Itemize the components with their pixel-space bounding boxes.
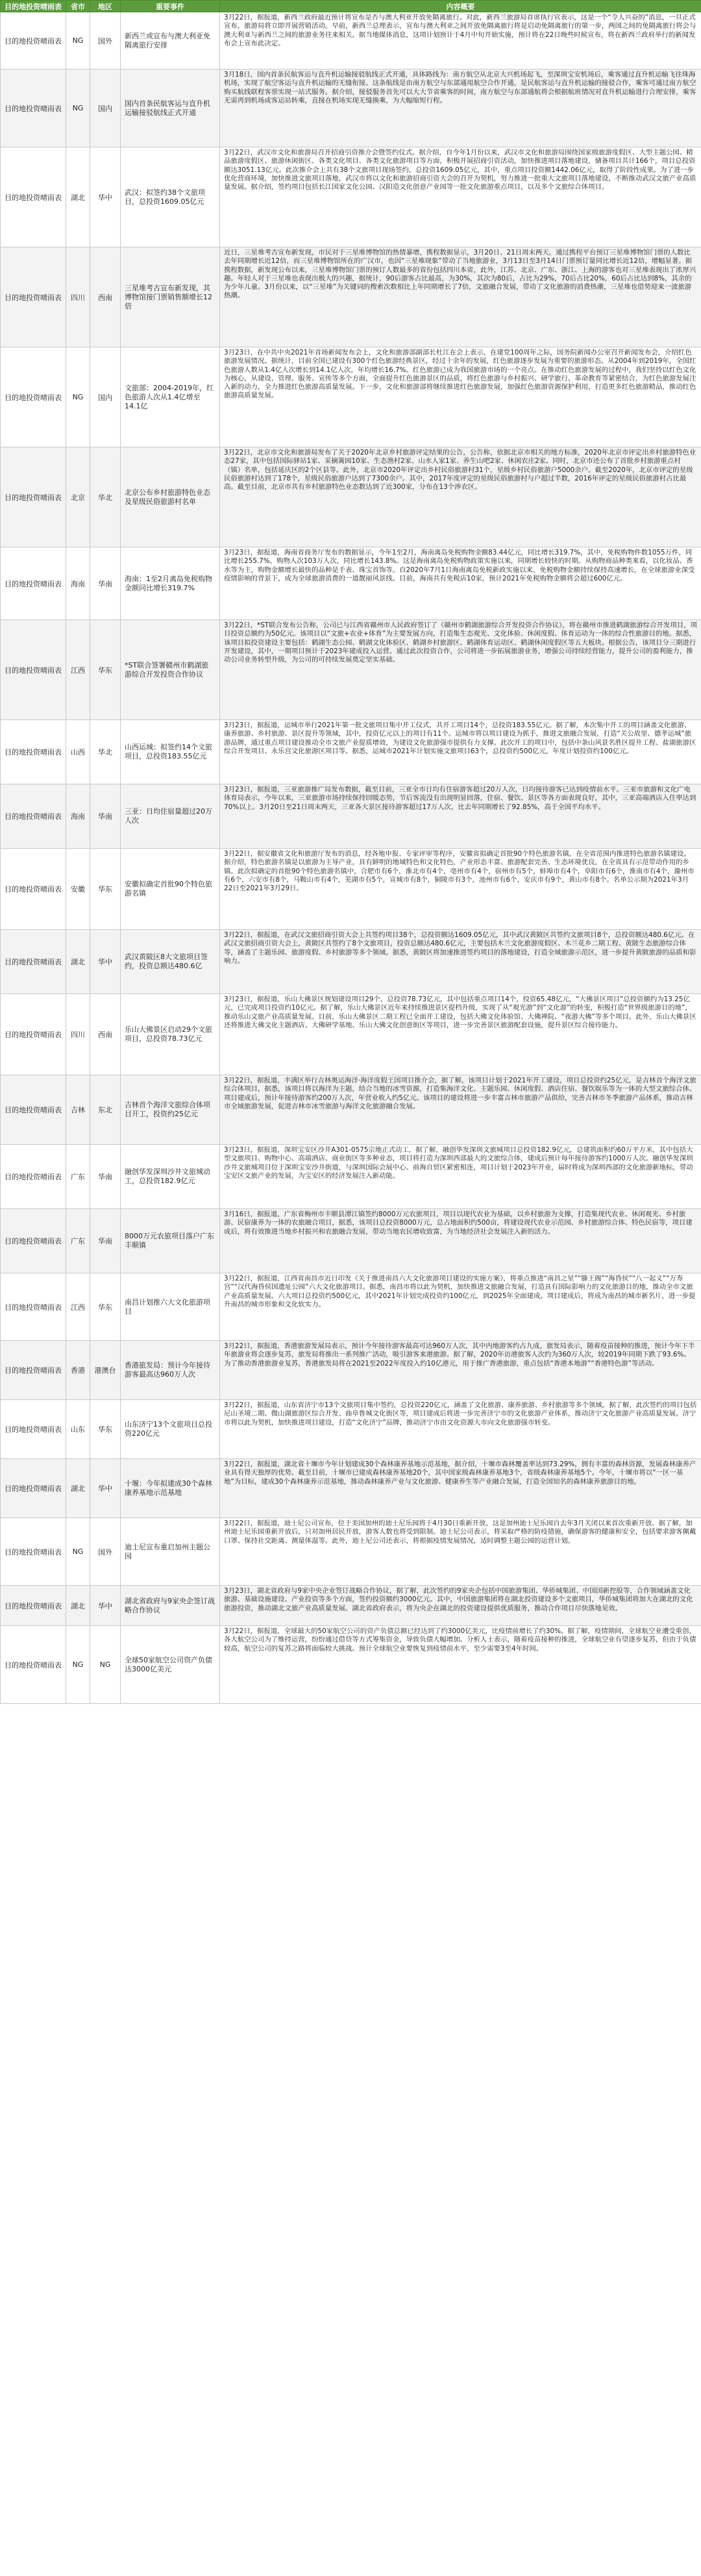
province-cell: 安徽 <box>66 849 90 930</box>
summary-cell: 3月22日，据安徽省文化和旅游厅发布的消息，经各地申报、专家评审等程序，安徽省拟确定首批90个特色旅游名镇，在全省范围内推进特色旅游名镇建设。据介绍，特色旅游名镇是以旅游为主导产业，具有鲜明的地域特色和文化特色，产业形态丰富、旅游配套完善、生态环境优良，在全省具有示范带动作用的乡镇。此次拟确定的首批90个特色旅游名镇中，合肥市有6个，淮北市有4个，亳州市有4个，宿州市有5个，蚌埠市有4个，阜阳市有6个，淮南市有4个，滁州市有6个，六安市有8个，马鞍山市有4个，芜湖市有5个，宣城市有8个，铜陵市有3个，池州市有6个，安庆市有9个，黄山市有8个。名单公示期为2021年3月22日至2021年3月29日。 <box>220 849 701 930</box>
category-cell: 目的地投资晴雨表 <box>1 1145 66 1209</box>
category-cell: 目的地投资晴雨表 <box>1 247 66 347</box>
column-header-event: 重要事件 <box>121 1 220 12</box>
region-cell: 华北 <box>90 447 121 547</box>
table-row <box>1 1209 701 1273</box>
summary-cell: 3月23日，在中共中央2021年首场新闻发布会上，文化和旅游部副部长杜江在会上表示，在建党100周年之际，国务院新闻办公室召开新闻发布会，介绍红色旅游发展情况。据统计，目前全国已建设有300个红色旅游经典景区，经过十余年的发展，红色旅游逐步发展为重要的旅游形态。从2004年到2019年，全国红色旅游人数从1.4亿人次增长到14.1亿人次，年均增长16.7%。红色旅游已成为我国旅游市场的一个亮点。在推动红色旅游发展的过程中，我们坚持以红色文化为核心，从建设、管理、服务、宣传等多个方面，全面提升红色旅游景区的品质，将红色旅游与乡村振兴、研学旅行、革命教育等紧密结合，为红色旅游发展注入新的动力，全力推进红色旅游高质量发展。下一步，文化和旅游部将继续推进红色旅游发展，加强红色旅游资源保护利用，打造更多红色旅游精品，推动红色旅游高质量发展。 <box>220 347 701 447</box>
table-row <box>1 1145 701 1209</box>
table-row <box>1 994 701 1075</box>
summary-cell: 3月22日，据报道，湖北省十堰市今年计划建成30个森林康养基地示范基地，据介绍，十堰市森林覆盖率达到73.29%，拥有丰富的森林资源，发展森林康养产业具有得天独厚的优势。截至目前，十堰市已建成森林康养基地20个，其中国家级森林康养基地3个，省级森林康养基地5个。今年，十堰市将以“一区一基地”为目标，建成30个森林康养示范基地，推动森林康养产业与文化旅游、健康养生等产业融合发展，打造全国知名的森林康养旅游目的地。 <box>220 1459 701 1518</box>
summary-cell: 3月23日，据报道，运城市举行2021年第一批文旅项目集中开工仪式，共开工项目14个，总投资183.55亿元。据了解，本次集中开工的项目涵盖文化旅游、康养旅游、乡村旅游、景区提升等领域，其中，投资亿元以上的项目有11个。运城市将以项目建设为抓手，推进文旅融合发展，打造“关公故里、德孝运城”旅游品牌，通过重点项目建设推动全市文旅产业提质增效，为建设文化旅游强市提供有力支撑。此次开工的项目中，包括中条山风景名胜区提升工程、盐湖旅游区综合开发项目、永乐宫文化旅游区项目等。据悉，运城市2021年计划实施文旅项目63个，总投资约500亿元，年度计划投资约100亿元。 <box>220 720 701 784</box>
event-cell: 安徽拟确定首批90个特色旅游名镇 <box>121 849 220 930</box>
table-row <box>1 1586 701 1626</box>
summary-cell: 3月23日，据报道，海南省商务厅发布的数据显示，今年1至2月，海南离岛免税购物金额83.44亿元，同比增长319.7%，其中，免税购物件数1055万件，同比增长255.7%，购物人次103万人次，同比增长143.8%。这是海南离岛免税购物政策实施以来，同期增长较快的时期。从购物商品种类来看，以化妆品、香水等为主，购物金额增长最快的品种是手表、珠宝首饰等。自2020年7月1日海南离岛免税新政实施以来，免税购物金额持续保持高速增长，在全球旅游业深受疫情影响的背景下，成为全球旅游消费的一道靓丽风景线。目前，海南共有免税店10家，预计2021年免税购物金额将会超过600亿元。 <box>220 547 701 620</box>
event-cell: 海南：1至2月离岛免税购物金额同比增长319.7% <box>121 547 220 620</box>
category-cell: 目的地投资晴雨表 <box>1 547 66 620</box>
category-cell: 目的地投资晴雨表 <box>1 1400 66 1459</box>
summary-cell: 3月16日，据报道，广东省梅州市丰顺县潭江镇签约8000万元农旅项目，项目以现代农业为基础，以乡村旅游为支撑，打造集现代农业、休闲观光、乡村旅游、民宿康养为一体的农旅融合项目，据悉，该项目总投资8000万元，总占地面积约500亩，将建设现代农业示范园、乡村旅游综合体、特色民宿等，项目建成后，将有效推进当地乡村振兴和农旅融合发展，带动当地农民增收致富，为当地经济社会发展注入新的活力。 <box>220 1209 701 1273</box>
summary-cell: 3月22日，北京市文化和旅游局发布了关于2020年北京乡村旅游评定结果的公告，公告称，依据北京市相关的地方标准，2020年北京市评定出乡村旅游特色业态27家，其中包括国际驿站1家、采摘篱园10家、生态渔村2家、山水人家1家、养生山吧2家、休闲农庄2家。同时，北京市还公布了首批乡村旅游重点村（镇）名单，包括延庆区的2个区县等。此外，北京市2020年评定出乡村民俗旅游村31个，星级乡村民俗旅游户5000余户。截至2020年，北京市评定的星级民俗旅游村达到了178个，星级民俗旅游户达到了7300余户。其中，2017年度评定的星级民俗旅游村与户超过半数，2016年评定的星级民俗旅游村占比最高。截至目前，北京市共有乡村旅游特色业态数达到了近300家，分布在13个涉农区。 <box>220 447 701 547</box>
summary-cell: 3月23日，据报道，乐山大佛景区规划建设项目29个，总投资78.73亿元，其中包括重点项目14个，投资65.48亿元，“大佛景区项目”总投资额约为13.25亿元，已完成项目投资约10亿元。据了解，乐山大佛景区近年来持续推进景区提档升级，实现了从“观光游”到“文化游”的转变，积极打造“世界级旅游目的地”，推动乐山文旅产业高质量发展。目前，乐山大佛景区二期工程已全面开工建设，包括大佛文化体验馆、大佛禅院、“夜游大佛”等多个项目。此外，乐山大佛景区还将推进大佛文化主题酒店、大佛研学基地、乐山大佛文化创意街区等项目，进一步完善景区旅游配套设施，提升景区综合接待能力。 <box>220 994 701 1075</box>
summary-cell: 3月22日，据报道，新西兰政府最近预计将宣布是否与澳大利亚开放免隔离旅行。对此，新西兰旅游局首席执行官表示，这是一个“令人兴奋的”消息，一旦正式宣布，旅游局将立即开展营销活动。早前，新西兰总理表示，宣布与澳大利亚之间开放免隔离旅行将是启动免隔离旅行的第一步，两国之间的免隔离旅行将会与澳大利亚与新西兰之间的旅游业务往来相关。据当地媒体消息，这项计划预计于4月中旬开始实施，预计将在22日晚些时候宣布，将在新西兰政府举行的新闻发布会上宣布此决定。 <box>220 12 701 69</box>
province-cell: 香港 <box>66 1341 90 1400</box>
category-cell: 目的地投资晴雨表 <box>1 1586 66 1626</box>
table-row <box>1 69 701 147</box>
event-cell: 武汉黄陂区8大文旅项目签约，投资总额达480.6亿 <box>121 930 220 994</box>
region-cell: 华中 <box>90 930 121 994</box>
region-cell: 国外 <box>90 1518 121 1586</box>
table-row <box>1 1459 701 1518</box>
region-cell: 华中 <box>90 1586 121 1626</box>
region-cell: 华南 <box>90 784 121 849</box>
region-cell: 国内 <box>90 347 121 447</box>
region-cell: 华南 <box>90 1145 121 1209</box>
event-cell: 全球50家航空公司资产负债达3000亿美元 <box>121 1626 220 1704</box>
category-cell: 目的地投资晴雨表 <box>1 849 66 930</box>
table-row <box>1 784 701 849</box>
summary-cell: 3月22日，据报道，在武汉文旅招商引资大会上共签约项目38个，总投资额达1609.05亿元，其中武汉黄陂区共签约文旅项目8个，总投资额达480.6亿元。在武汉文旅招商引资大会上，黄陂区共签约了8个文旅项目，投资总额达480.6亿元，主要包括木兰文化旅游度假区、木兰花乡二期工程、黄陂生态旅游综合体等，涵盖了主题乐园、旅游度假、乡村旅游等多个领域。据悉，黄陂区将加速推进签约项目的落地建设，打造全域旅游示范区，进一步提升黄陂旅游的品质和影响力。 <box>220 930 701 994</box>
event-cell: 文旅部：2004-2019年，红色旅游人次从1.4亿增至14.1亿 <box>121 347 220 447</box>
category-cell: 目的地投资晴雨表 <box>1 930 66 994</box>
table-row <box>1 1518 701 1586</box>
region-cell: 华中 <box>90 1459 121 1518</box>
province-cell: 湖北 <box>66 147 90 247</box>
summary-cell: 3月22日，据报道，迪士尼公司宣布，位于美国加州的迪士尼乐园将于4月30日重新开放，这是加州迪士尼乐园自去年3月关闭以来首次重新开放。据了解，加州迪士尼乐园重新开放后，只对加州居民开放，游客人数也将受到限制。迪士尼公司表示，将采取严格的防疫措施，确保游客的健康和安全，包括要求游客佩戴口罩、保持社交距离、测量体温等。此外，迪士尼公司还表示，将根据疫情发展情况，适时调整主题公园的运营计划。 <box>220 1518 701 1586</box>
event-cell: 南昌计划推六大文化旅游项目 <box>121 1273 220 1341</box>
category-cell: 目的地投资晴雨表 <box>1 69 66 147</box>
column-header-summary: 内容概要 <box>220 1 701 12</box>
region-cell: 西南 <box>90 247 121 347</box>
province-cell: NG <box>66 347 90 447</box>
event-cell: 8000万元农旅项目落户广东丰顺镇 <box>121 1209 220 1273</box>
table-row <box>1 620 701 720</box>
region-cell: 华东 <box>90 849 121 930</box>
event-cell: 新西兰或宣布与澳大利亚免隔离旅行安排 <box>121 12 220 69</box>
category-cell: 目的地投资晴雨表 <box>1 1341 66 1400</box>
category-cell: 目的地投资晴雨表 <box>1 1518 66 1586</box>
category-cell: 目的地投资晴雨表 <box>1 347 66 447</box>
province-cell: 北京 <box>66 447 90 547</box>
region-cell: 华东 <box>90 1400 121 1459</box>
summary-cell: 3月23日，据报道，三亚旅游推广局发布数据，截至目前，三亚全市日均有住宿游客超过20万人次，日均接待游客已达到疫情前水平。三亚市旅游和文化广电体育局表示，今年以来，三亚旅游市场持续保持回暖态势，节后客流没有出现明显回落，住宿、餐饮、景区等各方面表现良好，其中，三亚高端酒店入住率达到70%以上。3月20日至21日周末两天，三亚各大景区接待游客超过17万人次，比去年同期增长了92.85%，高于全国平均水平。 <box>220 784 701 849</box>
event-cell: 迪士尼宣布重启加州主题公园 <box>121 1518 220 1586</box>
event-cell: 山东济宁13个文旅项目总投资220亿元 <box>121 1400 220 1459</box>
region-cell: 华东 <box>90 620 121 720</box>
region-cell: 国内 <box>90 69 121 147</box>
region-cell: 华北 <box>90 720 121 784</box>
event-cell: 湖北省政府与9家央企签订战略合作协议 <box>121 1586 220 1626</box>
column-header-region: 地区 <box>90 1 121 12</box>
category-cell: 目的地投资晴雨表 <box>1 147 66 247</box>
table-row <box>1 447 701 547</box>
category-cell: 目的地投资晴雨表 <box>1 1459 66 1518</box>
table-row <box>1 247 701 347</box>
summary-cell: 3月22日，*ST联合发布公告称，公司已与江西省赣州市人民政府签订了《赣州市鹤湖旅游综合开发投资合作协议》，将在赣州市推进鹤湖旅游综合开发项目，项目投资总额约为50亿元。该项目以“文旅+农业+体育”为主要发展方向，打造集生态观光、文化体验、休闲度假、体育运动为一体的综合性旅游目的地。据悉，该项目拟投资建设主要包括：鹤湖生态公园、鹤湖文化体验区、鹤湖乡村旅游区、鹤湖体育运动区、鹤湖休闲度假区等五大板块。根据公告，该项目分三期进行开发建设，其中，一期项目预计于2023年建成投入运营。通过此次投资合作，公司将进一步拓展旅游业务，增强公司持续经营能力，提升公司的盈利能力，推动公司业务转型升级，为公司的可持续发展奠定坚实基础。 <box>220 620 701 720</box>
province-cell: NG <box>66 1626 90 1704</box>
column-header-province: 省市 <box>66 1 90 12</box>
table-row <box>1 1400 701 1459</box>
summary-cell: 3月23日，据报道，深圳宝安区沙井A301-0575宗地正式动工，据了解，融创华发深圳文旅城项目总投资182.9亿元，总建筑面积约60万平方米，其中包括大型文旅项目、购物中心、高端酒店、商业街区等多种业态，项目将打造为深圳西部最大的文旅综合体，建成后预计每年接待游客约1000万人次。融创华发深圳沙井文旅城项目位于深圳宝安沙井街道，与深圳国际会展中心、前海自贸区紧密相连，项目计划于2023年开业，届时将成为深圳西部的文化旅游新地标，带动宝安区文旅产业的发展，为宝安区的经济发展注入新动能。 <box>220 1145 701 1209</box>
province-cell: 四川 <box>66 247 90 347</box>
region-cell: NG <box>90 1626 121 1704</box>
region-cell: 西南 <box>90 994 121 1075</box>
summary-cell: 3月18日，国内首条民航客运与直升机运输接驳航线正式开通，具体路线为：南方航空从北京大兴机场起飞，至深圳宝安机场后，乘客通过直升机运输飞往珠海机场，实现了航空客运与直升机运输的无缝衔接。这条航线是由南方航空与东部通用航空合作开通，是民航客运与直升机运输的接驳合作，乘客可通过南方航空购买航线联程客票实现一站式服务。据介绍，接驳服务首先可以大大节省乘客的时间，南方航空与东部通航将会根据航班情况对直升机运输进行合理安排，乘客无需再到机场或客运站转乘，直接在机场实现无缝换乘，为大幅缩短行程。 <box>220 69 701 147</box>
summary-cell: 3月22日，武汉市文化和旅游局召开招商引资推介会暨签约仪式。据介绍，自今年1月份以来，武汉市文化和旅游局围绕国家级旅游度假区、大型主题公园、精品旅游度假区、旅游休闲街区、各类文化项目、各类文化旅游项目等方面，积极开展招商引资活动，加快推进项目落地建设，储备项目共计166个，项目总投资额达3051.13亿元。此次推介会上共有38个文旅项目现场签约，总投资1609.05亿元，其中，重点项目投资额1442.06亿元，取得了阶段性成果。为了进一步优化营商环境，加快推进文旅项目落地，武汉市将以文化和旅游招商引资大会的召开为契机，努力推进一批重大文旅项目落地建设，不断推动武汉文旅产业高质量发展。据介绍，签约项目包括长江国家文化公园、汉阳造文化创意产业园等一批文化旅游重点项目，以及多个文旅综合体项目。 <box>220 147 701 247</box>
table-row <box>1 1273 701 1341</box>
summary-cell: 3月23日，湖北省政府与9家中央企业签订战略合作协议，据了解，此次签约的9家央企包括中国旅游集团、华侨城集团、中国国新控股等，合作领域涵盖文化旅游、基础设施建设、产业投资等多个方面，签约投资额约3000亿元。其中，中国旅游集团将在湖北投资建设多个文旅项目，华侨城集团将加大在湖北的文化旅游投资，推动湖北文旅产业高质量发展。湖北省政府表示，将为央企在湖北的投资建设提供优质服务，推动合作项目尽快落地见效。 <box>220 1586 701 1626</box>
region-cell: 国外 <box>90 12 121 69</box>
event-cell: 十堰：今年拟建成30个森林康养基地示范基地 <box>121 1459 220 1518</box>
category-cell: 目的地投资晴雨表 <box>1 1209 66 1273</box>
table-row <box>1 547 701 620</box>
summary-cell: 3月22日，据报道，丰满区举行吉林奥运海洋·海洋度假王国项目推介会，据了解，该项目计划于2021年开工建设，项目总投资约25亿元，是吉林首个海洋文旅综合体项目，据悉，该项目将以海洋为主题，结合当地的冰雪资源，打造集海洋文化、主题乐园、休闲度假、酒店住宿、餐饮娱乐等为一体的大型文旅综合体。项目建成后，预计年接待游客约200万人次，年营业收入约5亿元。该项目的建设将进一步丰富吉林市旅游产品供给，完善吉林市冬季旅游产品体系，推动吉林市全域旅游发展，促进吉林市冰雪旅游与海洋文化旅游融合发展。 <box>220 1075 701 1145</box>
region-cell: 华东 <box>90 1273 121 1341</box>
province-cell: 四川 <box>66 994 90 1075</box>
event-cell: 国内首条民航客运与直升机运输接驳航线正式开通 <box>121 69 220 147</box>
table-row <box>1 1341 701 1400</box>
province-cell: 吉林 <box>66 1075 90 1145</box>
event-cell: 融创华发深圳沙井文旅城动工，总投资182.9亿元 <box>121 1145 220 1209</box>
category-cell: 目的地投资晴雨表 <box>1 784 66 849</box>
table-row <box>1 147 701 247</box>
event-cell: 三星堆考古宣布新发现，其博物馆接门票销售额增长12倍 <box>121 247 220 347</box>
summary-cell: 3月22日，据报道，全球最大的50家航空公司的资产负债总额已经达到了约3000亿美元，比疫情前增长了约30%。据了解，疫情期间，全球航空业遭受重创，各大航空公司为了维持运营，纷纷通过借贷等方式筹集资金，导致负债大幅增加。分析人士表示，随着疫苗接种的推进，全球航空业有望逐步复苏，但由于负债较高，航空公司的复苏之路将面临较大挑战。预计全球航空业要恢复到疫情前水平，至少需要3至4年时间。 <box>220 1626 701 1704</box>
table-row <box>1 930 701 994</box>
province-cell: 山东 <box>66 1400 90 1459</box>
event-cell: 三亚：日均住宿量超过20万人次 <box>121 784 220 849</box>
province-cell: 湖北 <box>66 930 90 994</box>
province-cell: 海南 <box>66 547 90 620</box>
region-cell: 东北 <box>90 1075 121 1145</box>
region-cell: 华南 <box>90 547 121 620</box>
event-cell: 山西运城：拟签约14个文旅项目，总投资183.55亿元 <box>121 720 220 784</box>
province-cell: 山西 <box>66 720 90 784</box>
event-cell: 香港旅发局：预计今年接待游客最高达960万人次 <box>121 1341 220 1400</box>
table-row <box>1 720 701 784</box>
column-header-category: 目的地投资晴雨表 <box>1 1 66 12</box>
region-cell: 华南 <box>90 1209 121 1273</box>
category-cell: 目的地投资晴雨表 <box>1 620 66 720</box>
province-cell: 江西 <box>66 620 90 720</box>
province-cell: 广东 <box>66 1145 90 1209</box>
header-row <box>1 1 701 12</box>
table-body <box>1 12 701 1704</box>
table-row <box>1 347 701 447</box>
event-cell: *ST联合签署赣州市鹤湖旅游综合开发投资合作协议 <box>121 620 220 720</box>
region-cell: 华中 <box>90 147 121 247</box>
province-cell: 湖北 <box>66 1586 90 1626</box>
category-cell: 目的地投资晴雨表 <box>1 1273 66 1341</box>
event-cell: 武汉：拟签约38个文旅项目，总投资1609.05亿元 <box>121 147 220 247</box>
province-cell: NG <box>66 69 90 147</box>
summary-cell: 近日，三星堆考古宣布新发现，市民对于三星堆博物馆的热情暴增，携程数据显示，3月20日、21日周末两天，通过携程平台预订三星堆博物馆门票的人数比去年同期增长近12倍，而三星堆博物馆所在的广汉市，也因“三星堆现象”带动了当地旅游业，3月13日至3月14日门票预订量同比增长近12倍，增幅显著。据携程数据，新发现公布以来，三星堆博物馆门票的预订人数最多的省份包括四川本省，此外，江苏、北京、广东、浙江、上海的游客也对三星堆表现出了浓厚兴趣。年轻人对于三星堆也表现出极大的兴趣，据统计，90后游客占比最高，为30%，其次为80后，占比为29%，70后占比20%，60后占比达到8%，其余的为少年儿童。3月份以来，以“三星堆”为关键词的搜索次数相比上年同期增长了7倍，文旅融合发展，带动了文化旅游的消费热潮，三星堆也借势迎来一波旅游热潮。 <box>220 247 701 347</box>
table-row <box>1 12 701 69</box>
event-cell: 北京公布乡村旅游特色业态及星级民俗旅游村名单 <box>121 447 220 547</box>
province-cell: 海南 <box>66 784 90 849</box>
summary-cell: 3月22日，据报道，山东省济宁市13个文旅项目集中签约，总投资220亿元，涵盖了文化旅游、康养旅游、乡村旅游等多个领域。据了解，此次签约的项目包括尼山圣境二期、微山湖旅游区综合开发、曲阜鲁城文化街区等，项目建成后将进一步完善济宁市的文化旅游产业体系，推动济宁文化旅游产业高质量发展。济宁市将以此为契机，加快推进项目建设，打造“文化济宁”品牌，推动济宁市由文化资源大市向文化旅游强市转变。 <box>220 1400 701 1459</box>
event-cell: 吉林首个海洋文旅综合体项目开工，投资约25亿元 <box>121 1075 220 1145</box>
region-cell: 港澳台 <box>90 1341 121 1400</box>
summary-cell: 3月22日，据报道，香港旅游发展局表示，预计今年接待游客最高可达960万人次，其中内地游客约占九成，旅发局表示，随着疫苗接种的推进，预计今年下半年旅游业将会逐步复苏，旅发局将推出一系列推广活动，吸引游客来港旅游。据了解，2020年访港旅客人次约为360万人次，较2019年同期下跌了93.6%。为了推动香港旅游业复苏，香港旅发局将在2021至2022年度投入约10亿港元，用于推广香港旅游，重点包括“香港本地游”“香港特色游”等活动。 <box>220 1341 701 1400</box>
table-row <box>1 849 701 930</box>
category-cell: 目的地投资晴雨表 <box>1 1075 66 1145</box>
category-cell: 目的地投资晴雨表 <box>1 12 66 69</box>
category-cell: 目的地投资晴雨表 <box>1 994 66 1075</box>
province-cell: NG <box>66 12 90 69</box>
province-cell: NG <box>66 1518 90 1586</box>
province-cell: 湖北 <box>66 1459 90 1518</box>
summary-cell: 3月22日，据报道，江西省南昌市近日印发《关于推进南昌六大文化旅游项目建设的实施方案》，将重点推进“南昌之星”“滕王阁”“海昏侯”“八一起义”“万寿宫”“汉代海昏侯国遗址公园”六大文化旅游项目。据悉，南昌市将以此为契机，加快推进文旅融合发展，打造具有国际影响力的文化旅游目的地，推动全市文旅产业高质量发展。六大项目总投资约500亿元，其中2021年计划完成投资约100亿元，到2025年全面建成。项目建成后，将成为南昌的城市新名片，进一步提升南昌的城市形象和文化软实力。 <box>220 1273 701 1341</box>
category-cell: 目的地投资晴雨表 <box>1 1626 66 1704</box>
table-row <box>1 1075 701 1145</box>
category-cell: 目的地投资晴雨表 <box>1 720 66 784</box>
table-row <box>1 1626 701 1704</box>
province-cell: 江西 <box>66 1273 90 1341</box>
province-cell: 广东 <box>66 1209 90 1273</box>
category-cell: 目的地投资晴雨表 <box>1 447 66 547</box>
event-cell: 乐山大佛景区启动29个文旅项目，总投资78.73亿元 <box>121 994 220 1075</box>
